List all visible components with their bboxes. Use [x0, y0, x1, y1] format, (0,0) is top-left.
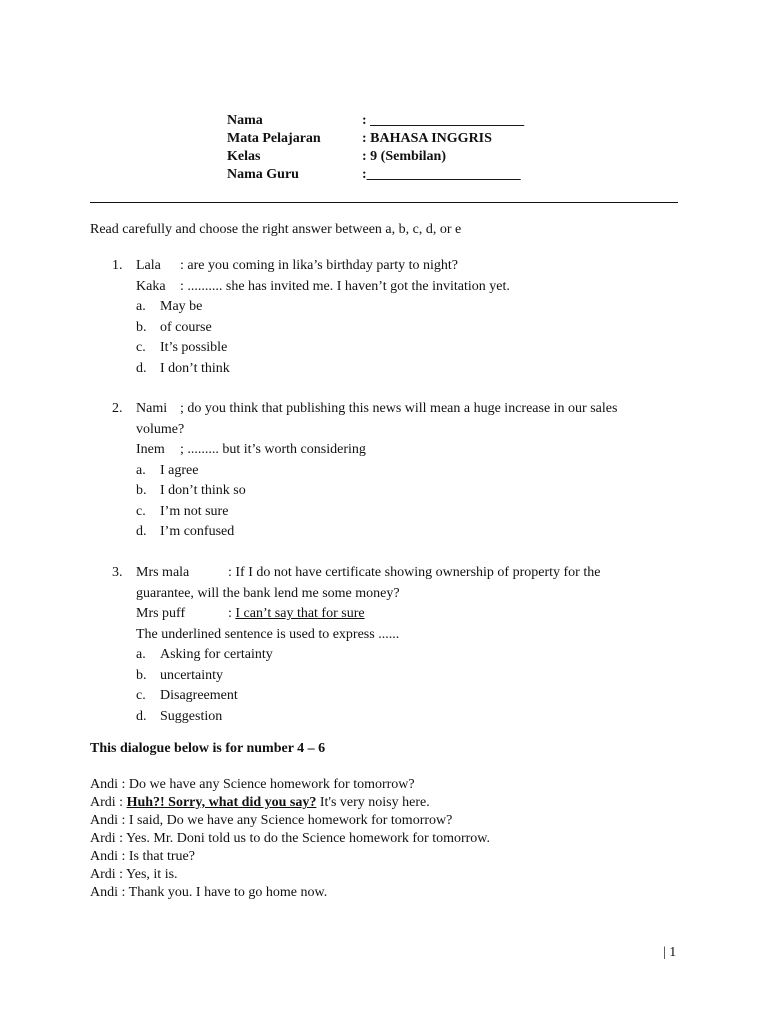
- instruction-text: Read carefully and choose the right answer between a, b, c, d, or e: [90, 222, 462, 237]
- option-letter: a.: [136, 299, 146, 314]
- emphasized-expression: Huh?! Sorry, what did you say?: [126, 795, 317, 810]
- speaker-name: Andi: [90, 885, 118, 900]
- option-text: Disagreement: [160, 688, 238, 703]
- line-text: Do we have any Science homework for tomorrow?: [128, 777, 415, 792]
- option-letter: c.: [136, 340, 146, 355]
- speaker-name: Mrs mala: [136, 565, 190, 580]
- dialogue-line: [136, 441, 617, 462]
- option-letter: a.: [136, 647, 146, 662]
- option-letter: b.: [136, 319, 147, 335]
- option-text: I’m not sure: [160, 503, 229, 519]
- question-number: 2.: [112, 401, 123, 416]
- line-text: It's very noisy here.: [316, 795, 430, 810]
- header-value: : ______________________: [362, 113, 525, 128]
- line-text: : If I do not have certificate showing ownership of property for the: [228, 565, 601, 580]
- section-title: This dialogue below is for number 4 – 6: [90, 741, 326, 756]
- answer-option[interactable]: [136, 503, 617, 524]
- dialogue-line: Ardi : Yes, it is.: [90, 867, 178, 882]
- line-text: ; do you think that publishing this news will mean a huge increase in our sales: [180, 401, 618, 416]
- option-letter: a.: [136, 462, 146, 478]
- header-label: Nama: [227, 113, 263, 128]
- dialogue-line: Ardi : Huh?! Sorry, what did you say? It's very noisy here.: [90, 795, 430, 810]
- speaker-name: Ardi: [90, 795, 116, 810]
- speaker-name: Andi: [90, 777, 118, 792]
- line-text: : are you coming in lika’s birthday party to night?: [180, 258, 458, 273]
- option-text: May be: [160, 299, 203, 314]
- dialogue-continuation: volume?: [136, 421, 185, 437]
- answer-option[interactable]: [136, 298, 510, 319]
- dialogue-continuation: guarantee, will the bank lend me some money?: [136, 585, 400, 601]
- answer-option[interactable]: [136, 339, 510, 360]
- underlined-sentence: I can’t say that for sure: [235, 606, 365, 621]
- answer-option[interactable]: [136, 687, 600, 708]
- dialogue-line: Ardi : Yes. Mr. Doni told us to do the Science homework for tomorrow.: [90, 831, 491, 846]
- answer-option[interactable]: [136, 482, 617, 503]
- option-letter: c.: [136, 503, 146, 519]
- option-letter: d.: [136, 360, 147, 376]
- answer-option[interactable]: [136, 360, 510, 381]
- option-letter: d.: [136, 524, 147, 539]
- dialogue-line: Andi : Is that true?: [90, 849, 195, 864]
- question-body: [136, 400, 617, 544]
- dialogue-line: [136, 564, 600, 585]
- header-label: Nama Guru: [227, 167, 299, 182]
- question-number: 1.: [112, 258, 123, 273]
- question-body: [136, 257, 510, 380]
- answer-option[interactable]: [136, 667, 600, 688]
- option-text: of course: [160, 319, 212, 335]
- option-text: I agree: [160, 462, 199, 478]
- student-info-header: [227, 112, 524, 184]
- header-label: Kelas: [227, 149, 261, 164]
- answer-option[interactable]: [136, 319, 510, 340]
- line-text: Is that true?: [128, 849, 195, 864]
- speaker-name: Andi: [90, 813, 118, 828]
- dialogue-line: Andi : Do we have any Science homework for tomorrow?: [90, 777, 415, 792]
- header-value: :______________________: [362, 167, 521, 182]
- speaker-name: Mrs puff: [136, 606, 186, 621]
- option-text: It’s possible: [160, 340, 228, 355]
- question-body: [136, 564, 600, 728]
- dialogue-line: [136, 605, 600, 626]
- answer-option[interactable]: [136, 523, 617, 544]
- speaker-name: Ardi: [90, 831, 116, 846]
- answer-option[interactable]: [136, 646, 600, 667]
- header-row-class: [227, 148, 524, 166]
- question-prompt: The underlined sentence is used to express ......: [136, 626, 400, 642]
- option-text: uncertainty: [160, 667, 223, 683]
- speaker-name: Andi: [90, 849, 118, 864]
- header-value: : 9 (Sembilan): [362, 149, 446, 164]
- dialogue-line: Andi : I said, Do we have any Science homework for tomorrow?: [90, 813, 453, 828]
- line-text: Yes, it is.: [126, 867, 178, 882]
- speaker-name: Lala: [136, 258, 161, 273]
- dialogue-line: [136, 400, 617, 421]
- option-text: I’m confused: [160, 524, 235, 539]
- dialogue-line: [136, 278, 510, 299]
- header-row-teacher: [227, 166, 524, 184]
- dialogue-line: Andi : Thank you. I have to go home now.: [90, 885, 328, 900]
- line-text: ; ......... but it’s worth considering: [180, 442, 366, 457]
- option-letter: d.: [136, 708, 147, 724]
- option-text: I don’t think so: [160, 483, 246, 498]
- answer-option[interactable]: [136, 462, 617, 483]
- answer-option[interactable]: [136, 708, 600, 729]
- question-number: 3.: [112, 565, 123, 580]
- speaker-name: Nami: [136, 401, 168, 416]
- dialogue-line: [136, 257, 510, 278]
- line-text: Thank you. I have to go home now.: [128, 885, 328, 900]
- header-value: : BAHASA INGGRIS: [362, 131, 492, 146]
- line-text: I said, Do we have any Science homework for tomorrow?: [128, 813, 453, 828]
- option-letter: b.: [136, 483, 147, 498]
- header-row-subject: [227, 130, 524, 148]
- speaker-name: Inem: [136, 442, 165, 457]
- speaker-name: Kaka: [136, 278, 166, 294]
- option-text: Suggestion: [160, 708, 223, 724]
- page-number: | 1: [663, 945, 677, 960]
- header-label: Mata Pelajaran: [227, 131, 321, 146]
- header-row-name: [227, 112, 524, 130]
- line-text: Yes. Mr. Doni told us to do the Science homework for tomorrow.: [126, 831, 491, 846]
- option-text: I don’t think: [160, 360, 230, 376]
- dialogue-block: [90, 776, 490, 902]
- option-letter: c.: [136, 688, 146, 703]
- option-letter: b.: [136, 667, 147, 683]
- option-text: Asking for certainty: [160, 647, 273, 662]
- speaker-name: Ardi: [90, 867, 116, 882]
- line-prefix: :: [228, 606, 236, 621]
- line-text: : .......... she has invited me. I haven’t got the invitation yet.: [180, 278, 510, 294]
- header-divider: [90, 202, 678, 203]
